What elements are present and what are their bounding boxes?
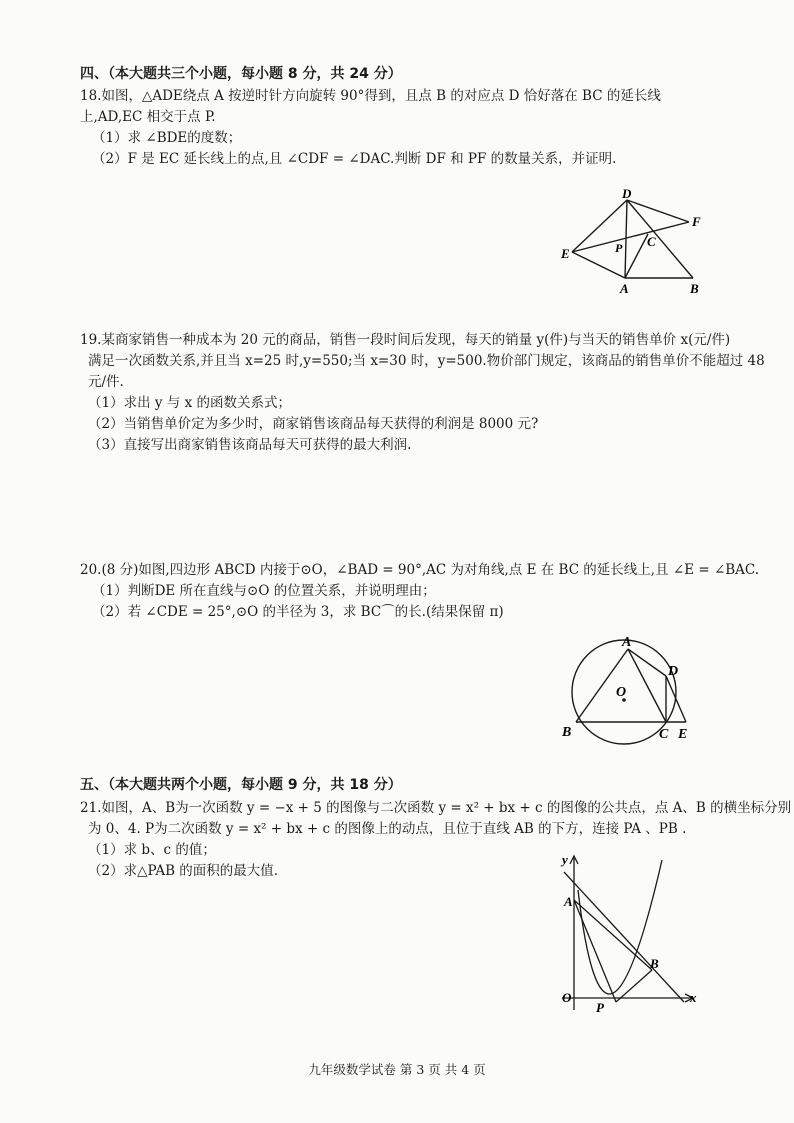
section-four-title: 四、（本大题共三个小题，每小题 8 分，共 24 分） [80,66,402,82]
q18-label-d: D [622,188,632,201]
q20-figure [558,630,698,752]
page-footer: 九年级数学试卷 第 3 页 共 4 页 [308,1062,486,1077]
question-19 [80,330,770,456]
q19-line2: 满足一次函数关系,并且当 x=25 时,y=550;当 x=30 时，y=500.物价部门规定，该商品的销售单价不能超过 48 [88,352,765,369]
q19-sub1: （1）求出 y 与 x 的函数关系式； [88,394,291,411]
q18-label-p: P [615,241,623,255]
q18-label-c: C [647,234,656,249]
q18-label-a: A [620,281,629,296]
q21-label-a: A [564,894,573,909]
q21-label-x: x [690,990,697,1005]
q20-label-o: O [616,685,627,700]
q21-line2: 为 0、4. P为二次函数 y = x² + bx + c 的图像上的动点，且位于直线 AB 的下方，连接 PA 、PB . [88,820,687,837]
q19-line3: 元/件. [88,373,124,390]
q18-figure [560,188,720,300]
q21-figure [556,850,706,1020]
q21-label-o: O [562,990,572,1005]
q19-sub2: （2）当销售单价定为多少时，商家销售该商品每天获得的利润是 8000 元? [88,415,539,432]
q21-sub2: （2）求△PAB 的面积的最大值. [88,862,279,879]
q18-line2: 上,AD,EC 相交于点 P. [80,108,216,125]
question-20 [80,560,770,623]
q20-label-c: C [659,727,669,742]
q19-sub3: （3）直接写出商家销售该商品每天可获得的最大利润. [88,436,412,453]
q18-sub1: （1）求 ∠BDE的度数； [92,129,242,146]
q21-sub1: （1）求 b、c 的值； [88,841,216,858]
q21-label-b: B [650,956,659,971]
q18-label-b: B [690,281,699,296]
q19-line1: 19.某商家销售一种成本为 20 元的商品，销售一段时间后发现，每天的销量 y(件)与当天的销售单价 x(元/件) [80,332,731,348]
q18-sub2: （2）F 是 EC 延长线上的点,且 ∠CDF = ∠DAC.判断 DF 和 PF 的数量关系，并证明. [92,150,617,167]
q20-label-b: B [562,725,572,740]
q21-label-y: y [562,852,568,867]
q21-line1: 21.如图，A、B为一次函数 y = −x + 5 的图像与二次函数 y = x² + bx + c 的图像的公共点，点 A、B 的横坐标分别 [80,800,792,816]
q20-sub2: （2）若 ∠CDE = 25°,⊙O 的半径为 3，求 BC⌒的长.(结果保留 π) [92,603,504,620]
question-18 [80,86,760,170]
q20-label-a: A [622,635,632,650]
q18-line1: 18.如图，△ADE绕点 A 按逆时针方向旋转 90°得到，且点 B 的对应点 D 恰好落在 BC 的延长线 [80,88,661,104]
q18-label-e: E [561,246,570,261]
q20-label-d: D [668,664,679,679]
q18-label-f: F [692,214,701,229]
q21-label-p: P [596,1000,604,1015]
q20-sub1: （1）判断DE 所在直线与⊙O 的位置关系，并说明理由； [92,582,436,599]
section-five-title: 五、（本大题共两个小题，每小题 9 分，共 18 分） [80,777,402,793]
q20-label-e: E [678,727,688,742]
q20-line1: 20.(8 分)如图,四边形 ABCD 内接于⊙O，∠BAD = 90°,AC 为对角线,点 E 在 BC 的延长线上,且 ∠E = ∠BAC. [80,562,760,578]
